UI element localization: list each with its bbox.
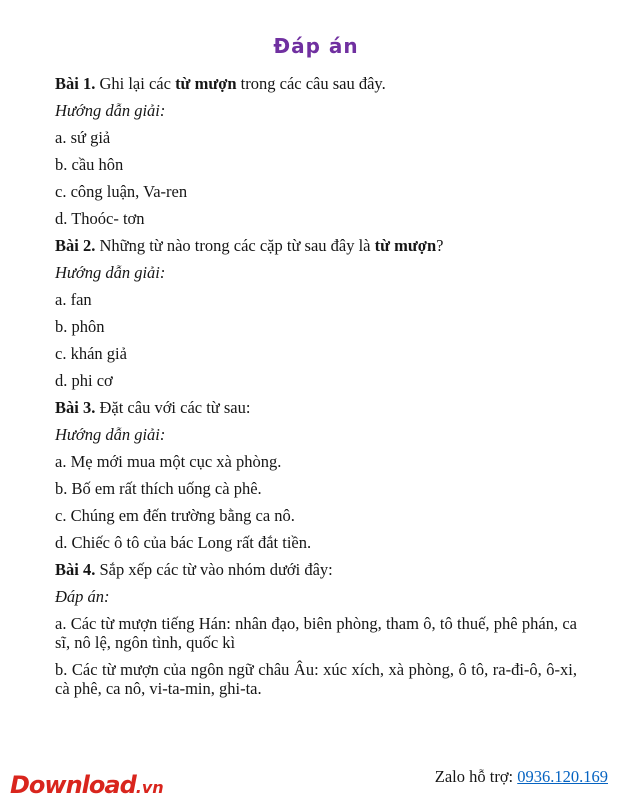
exercise-2-keyword: từ mượn [374,236,437,255]
exercise-2-label: Bài 2. [55,236,96,255]
exercise-2-answer-d: d. phi cơ [55,371,113,390]
exercise-4-heading [55,560,577,579]
downloadvn-logo-main: Download [10,771,136,799]
exercise-3-label: Bài 3. [55,398,96,417]
exercise-2-answer-c: c. khán giả [55,344,127,363]
exercise-1-answer-b: b. cầu hôn [55,155,124,174]
page-title: Đáp án [273,34,359,58]
exercise-2-text-post: ? [436,236,444,255]
exercise-1-answer-a: a. sứ giả [55,128,111,147]
exercise-4-text-pre: Sắp xếp các từ vào nhóm dưới đây: [95,560,333,579]
exercise-3-heading [55,398,577,417]
exercise-4-answer-a: a. Các từ mượn tiếng Hán: nhân đạo, biên phòng, tham ô, tô thuế, phê phán, ca sĩ, nô lệ, ngôn tình, quốc kì [55,614,577,652]
exercise-1-keyword: từ mượn [175,74,237,93]
exercise-2-heading [55,236,577,255]
exercise-4-guide-label: Đáp án: [55,587,110,606]
exercise-1-label: Bài 1. [55,74,96,93]
exercise-3-answer-b: b. Bố em rất thích uống cà phê. [55,479,262,498]
exercise-3-answer-d: d. Chiếc ô tô của bác Long rất đắt tiền. [55,533,312,552]
zalo-phone-link[interactable]: 0936.120.169 [517,767,608,786]
exercise-1-guide-label: Hướng dẫn giải: [55,101,166,120]
exercise-3-answer-a: a. Mẹ mới mua một cục xà phòng. [55,452,282,471]
exercise-3-guide-label: Hướng dẫn giải: [55,425,166,444]
exercise-1-answer-d: d. Thoóc- tơn [55,209,145,228]
zalo-support [435,767,608,787]
exercise-1-heading [55,74,577,93]
exercise-1-answer-c: c. công luận, Va-ren [55,182,188,201]
exercise-2-guide-label: Hướng dẫn giải: [55,263,166,282]
exercise-4-label: Bài 4. [55,560,96,579]
downloadvn-logo[interactable] [10,771,164,799]
exercise-1-text-post: trong các câu sau đây. [236,74,386,93]
zalo-support-label: Zalo hỗ trợ: [434,767,518,786]
exercise-2-answer-a: a. fan [55,290,92,309]
exercise-4-answer-b: b. Các từ mượn của ngôn ngữ châu Âu: xúc xích, xà phòng, ô tô, ra-đi-ô, ô-xi, cà phê, ca nô, vi-ta-min, ghi-ta. [55,660,577,698]
exercise-3-answer-c: c. Chúng em đến trường bằng ca nô. [55,506,295,525]
exercise-3-text-pre: Đặt câu với các từ sau: [95,398,251,417]
exercise-2-answer-b: b. phôn [55,317,105,336]
downloadvn-logo-suffix: .vn [135,778,164,797]
exercise-2-text-pre: Những từ nào trong các cặp từ sau đây là [95,236,375,255]
exercise-1-text-pre: Ghi lại các [95,74,176,93]
